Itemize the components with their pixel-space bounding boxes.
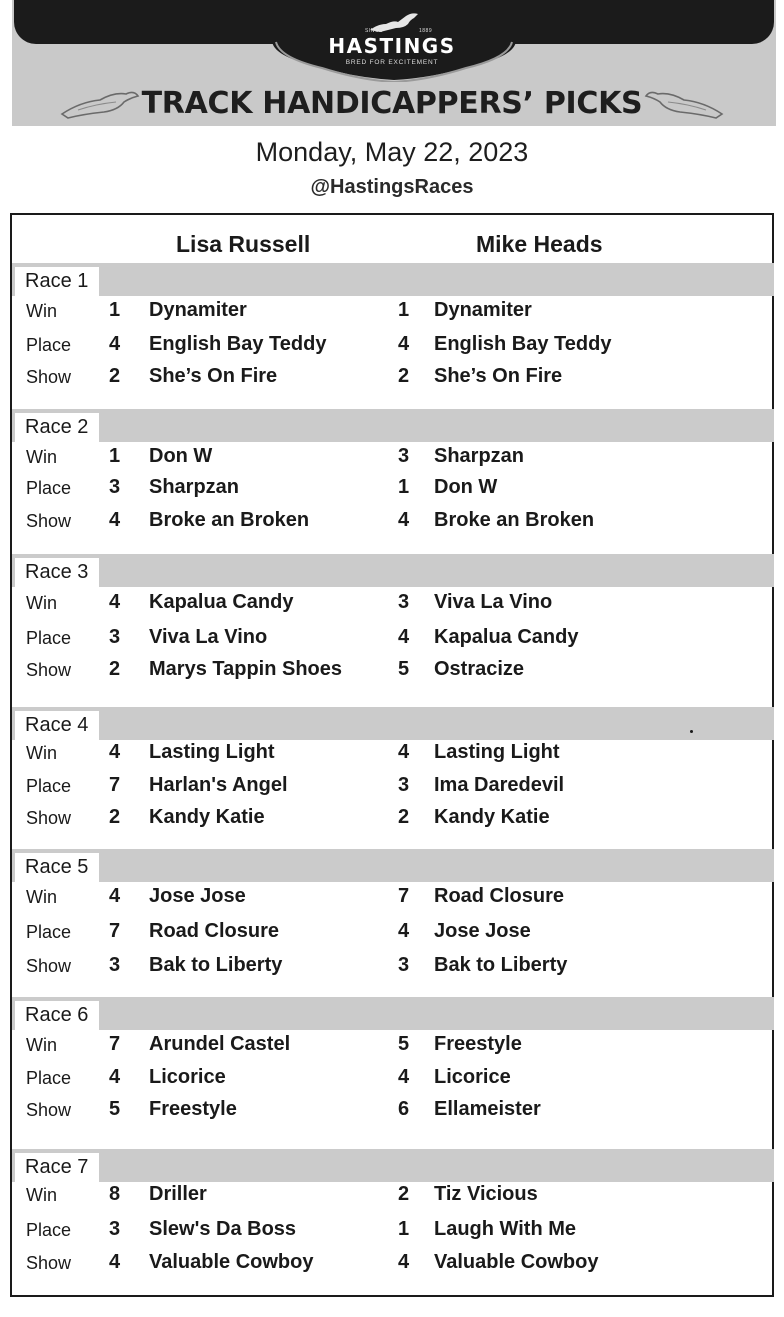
handicapper-name-lisa: Lisa Russell: [176, 231, 311, 257]
mike-horse-name: She’s On Fire: [434, 365, 563, 387]
lisa-program-number: 1: [109, 445, 121, 467]
pick-row: [12, 883, 772, 913]
finish-position: Show: [26, 511, 72, 531]
pick-row: [12, 507, 772, 537]
mike-horse-name: Laugh With Me: [434, 1218, 577, 1240]
finish-position: Show: [26, 1253, 72, 1273]
mike-program-number: 3: [398, 591, 410, 613]
mike-program-number: 5: [398, 1033, 410, 1055]
lisa-horse-name: Kandy Katie: [149, 806, 265, 828]
lisa-program-number: 4: [109, 1251, 121, 1273]
logo-since-text: SINCE: [365, 28, 383, 34]
finish-position: Place: [26, 1068, 72, 1088]
race-header-bar: [12, 849, 774, 882]
lisa-horse-name: English Bay Teddy: [149, 333, 327, 355]
lisa-horse-name: Dynamiter: [149, 299, 247, 321]
lisa-horse-name: Sharpzan: [149, 476, 240, 498]
lisa-program-number: 4: [109, 591, 121, 613]
mike-program-number: 4: [398, 333, 410, 355]
finish-position: Show: [26, 660, 72, 680]
lisa-program-number: 2: [109, 806, 121, 828]
finish-position: Show: [26, 1100, 72, 1120]
mike-program-number: 6: [398, 1098, 410, 1120]
mike-horse-name: Dynamiter: [434, 299, 532, 321]
lisa-horse-name: Broke an Broken: [149, 509, 310, 531]
pick-row: [12, 772, 772, 802]
finish-position: Show: [26, 956, 72, 976]
mike-horse-name: Jose Jose: [434, 920, 531, 942]
race-header-bar: [12, 409, 774, 442]
lisa-horse-name: Lasting Light: [149, 741, 275, 763]
page-title: TRACK HANDICAPPERS’ PICKS: [141, 86, 643, 121]
mike-program-number: 3: [398, 445, 410, 467]
lisa-horse-name: Harlan's Angel: [149, 774, 288, 796]
lisa-program-number: 8: [109, 1183, 121, 1205]
pick-row: [12, 952, 772, 982]
mike-program-number: 4: [398, 509, 410, 531]
finish-position: Win: [26, 743, 57, 763]
pick-row: [12, 1031, 772, 1061]
finish-position: Win: [26, 447, 57, 467]
lisa-horse-name: Viva La Vino: [149, 626, 268, 648]
pick-row: [12, 363, 772, 393]
mike-program-number: 1: [398, 476, 410, 498]
race-label: Race 5: [15, 853, 99, 882]
mike-horse-name: Valuable Cowboy: [434, 1251, 599, 1273]
lisa-horse-name: Kapalua Candy: [149, 591, 294, 613]
mike-horse-name: Lasting Light: [434, 741, 560, 763]
mike-horse-name: Licorice: [434, 1066, 511, 1088]
finish-position: Show: [26, 367, 72, 387]
lisa-horse-name: Valuable Cowboy: [149, 1251, 314, 1273]
pick-row: [12, 1096, 772, 1126]
mike-program-number: 4: [398, 1066, 410, 1088]
lisa-program-number: 3: [109, 626, 121, 648]
race-label: Race 3: [15, 558, 99, 587]
social-handle: @HastingsRaces: [310, 176, 474, 198]
mike-program-number: 2: [398, 806, 410, 828]
lisa-program-number: 4: [109, 885, 121, 907]
mike-program-number: 4: [398, 741, 410, 763]
pick-row: [12, 297, 772, 327]
lisa-program-number: 7: [109, 920, 121, 942]
mike-horse-name: Viva La Vino: [434, 591, 553, 613]
mike-horse-name: English Bay Teddy: [434, 333, 612, 355]
mike-horse-name: Broke an Broken: [434, 509, 595, 531]
finish-position: Place: [26, 922, 72, 942]
finish-position: Win: [26, 1185, 57, 1205]
mike-program-number: 1: [398, 299, 410, 321]
mike-program-number: 7: [398, 885, 410, 907]
mike-program-number: 4: [398, 920, 410, 942]
lisa-program-number: 3: [109, 954, 121, 976]
race-label: Race 1: [15, 267, 99, 296]
mike-horse-name: Ostracize: [434, 658, 525, 680]
lisa-program-number: 4: [109, 1066, 121, 1088]
lisa-horse-name: She’s On Fire: [149, 365, 278, 387]
lisa-program-number: 2: [109, 658, 121, 680]
logo-wordmark: HASTINGS: [328, 34, 456, 58]
mike-horse-name: Kandy Katie: [434, 806, 550, 828]
lisa-program-number: 3: [109, 476, 121, 498]
pick-row: [12, 1249, 772, 1279]
lisa-program-number: 2: [109, 365, 121, 387]
finish-position: Place: [26, 335, 72, 355]
lisa-program-number: 4: [109, 509, 121, 531]
race-date: Monday, May 22, 2023: [255, 137, 529, 167]
mike-horse-name: Ima Daredevil: [434, 774, 565, 796]
lisa-program-number: 3: [109, 1218, 121, 1240]
finish-position: Win: [26, 887, 57, 907]
lisa-horse-name: Arundel Castel: [149, 1033, 291, 1055]
mike-program-number: 5: [398, 658, 410, 680]
stray-dot: [690, 730, 693, 733]
lisa-horse-name: Freestyle: [149, 1098, 237, 1120]
race-label: Race 2: [15, 413, 99, 442]
finish-position: Win: [26, 593, 57, 613]
pick-row: [12, 1216, 772, 1246]
pick-row: [12, 804, 772, 834]
mike-horse-name: Road Closure: [434, 885, 565, 907]
mike-horse-name: Tiz Vicious: [434, 1183, 538, 1205]
race-label: Race 7: [15, 1153, 99, 1182]
lisa-horse-name: Jose Jose: [149, 885, 246, 907]
lisa-program-number: 4: [109, 741, 121, 763]
race-header-bar: [12, 1149, 774, 1182]
mike-program-number: 1: [398, 1218, 410, 1240]
mike-program-number: 3: [398, 954, 410, 976]
race-header-bar: [12, 707, 774, 740]
mike-program-number: 2: [398, 1183, 410, 1205]
finish-position: Place: [26, 1220, 72, 1240]
finish-position: Show: [26, 808, 72, 828]
lisa-program-number: 1: [109, 299, 121, 321]
mike-program-number: 3: [398, 774, 410, 796]
lisa-program-number: 7: [109, 774, 121, 796]
race-label: Race 6: [15, 1001, 99, 1030]
pick-row: [12, 331, 772, 361]
mike-horse-name: Ellameister: [434, 1098, 541, 1120]
pick-row: [12, 474, 772, 504]
handicapper-name-mike: Mike Heads: [476, 231, 603, 257]
lisa-horse-name: Slew's Da Boss: [149, 1218, 297, 1240]
finish-position: Win: [26, 1035, 57, 1055]
pick-row: [12, 1064, 772, 1094]
logo-year-text: 1889: [419, 28, 433, 34]
pick-row: [12, 589, 772, 619]
picks-table: [10, 213, 774, 1297]
mike-horse-name: Kapalua Candy: [434, 626, 579, 648]
lisa-horse-name: Driller: [149, 1183, 207, 1205]
pick-row: [12, 739, 772, 769]
lisa-horse-name: Bak to Liberty: [149, 954, 283, 976]
finish-position: Win: [26, 301, 57, 321]
lisa-program-number: 7: [109, 1033, 121, 1055]
mike-horse-name: Freestyle: [434, 1033, 522, 1055]
pick-row: [12, 443, 772, 473]
finish-position: Place: [26, 478, 72, 498]
pick-row: [12, 656, 772, 686]
mike-horse-name: Bak to Liberty: [434, 954, 568, 976]
race-label: Race 4: [15, 711, 99, 740]
mike-program-number: 4: [398, 1251, 410, 1273]
lisa-horse-name: Road Closure: [149, 920, 280, 942]
race-header-bar: [12, 997, 774, 1030]
race-header-bar: [12, 263, 774, 296]
mike-horse-name: Don W: [434, 476, 498, 498]
race-header-bar: [12, 554, 774, 587]
mike-horse-name: Sharpzan: [434, 445, 525, 467]
finish-position: Place: [26, 776, 72, 796]
lisa-horse-name: Marys Tappin Shoes: [149, 658, 343, 680]
lisa-horse-name: Licorice: [149, 1066, 226, 1088]
finish-position: Place: [26, 628, 72, 648]
lisa-program-number: 5: [109, 1098, 121, 1120]
lisa-horse-name: Don W: [149, 445, 213, 467]
logo-tagline: BRED FOR EXCITEMENT: [345, 59, 439, 66]
pick-row: [12, 918, 772, 948]
mike-program-number: 2: [398, 365, 410, 387]
pick-row: [12, 624, 772, 654]
lisa-program-number: 4: [109, 333, 121, 355]
pick-row: [12, 1181, 772, 1211]
mike-program-number: 4: [398, 626, 410, 648]
